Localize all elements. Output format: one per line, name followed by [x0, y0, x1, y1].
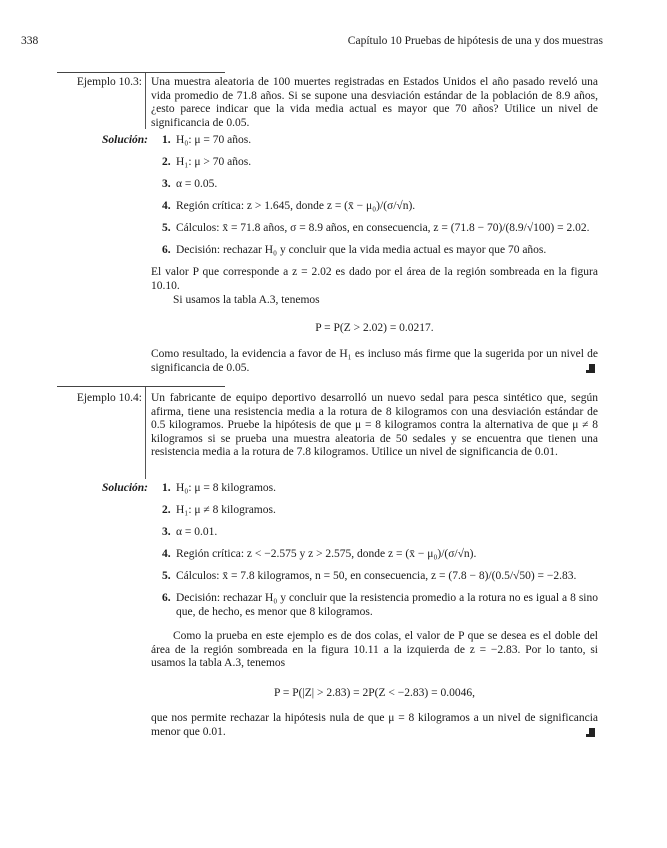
example-bar [145, 387, 146, 479]
step-number: 1. [162, 482, 171, 494]
solution-step [162, 244, 598, 258]
step-text: α = 0.05. [176, 178, 218, 190]
two-tailed-explanation: Como la prueba en este ejemplo es de dos colas, el valor de P que se desea es el doble del área de la región sombreada en la figura 10.11 a la izquierda de z = −2.83. Por lo tanto, si usamos la tabla A.3, tenemos [151, 630, 598, 670]
step-text: Región crítica: z < −2.575 y z > 2.575, donde z = (x̄ − μ₀)/(σ/√n). [176, 548, 477, 560]
solution-label: Solución: [101, 134, 148, 146]
step-number: 6. [162, 244, 171, 256]
step-number: 5. [162, 570, 171, 582]
step-number: 2. [162, 504, 171, 516]
example-10-3-conclusion: Como resultado, la evidencia a favor de H₁ es incluso más firme que la sugerida por un nivel de significancia de 0.05. [151, 348, 598, 374]
p-value-formula: P = P(Z > 2.02) = 0.0217. [315, 322, 434, 334]
step-text: H₁: μ ≠ 8 kilogramos. [176, 504, 276, 516]
step-text: Decisión: rechazar H₀ y concluir que la vida media actual es mayor que 70 años. [176, 244, 547, 256]
step-number: 6. [162, 592, 171, 604]
step-text: H₀: μ = 8 kilogramos. [176, 482, 277, 494]
solution-step [162, 570, 598, 584]
example-10-3-statement: Una muestra aleatoria de 100 muertes registradas en Estados Unidos el año pasado reveló una vida promedio de 71.8 años. Si se supone una desviación estándar de la población de 8.9 años, ¿esto parece indicar que la vida media actual es mayor que 70 años? Utilice un nivel de significancia de 0.05. [151, 76, 598, 129]
solution-step [162, 526, 598, 540]
example-10-4-conclusion: que nos permite rechazar la hipótesis nula de que μ = 8 kilogramos a un nivel de significancia menor que 0.01. [151, 712, 598, 738]
table-reference: Si usamos la tabla A.3, tenemos [173, 294, 320, 306]
solution-step [162, 134, 598, 148]
end-of-example-icon [586, 728, 595, 737]
step-text: Región crítica: z > 1.645, donde z = (x̄ − μ₀)/(σ/√n). [176, 200, 416, 212]
end-of-example-icon [586, 364, 595, 373]
step-text: Cálculos: x̄ = 71.8 años, σ = 8.9 años, en consecuencia, z = (71.8 − 70)/(8.9/√100) = 2.02. [176, 222, 590, 234]
p-value-formula: P = P(|Z| > 2.83) = 2P(Z < −2.83) = 0.0046, [274, 687, 475, 699]
example-bar [145, 73, 146, 129]
solution-step [162, 222, 598, 236]
step-text: Cálculos: x̄ = 7.8 kilogramos, n = 50, en consecuencia, z = (7.8 − 8)/(0.5/√50) = −2.83. [176, 570, 577, 582]
step-text: H₁: μ > 70 años. [176, 156, 252, 168]
step-number: 1. [162, 134, 171, 146]
page-number: 338 [21, 35, 39, 47]
example-rule [57, 386, 225, 387]
step-number: 3. [162, 178, 171, 190]
example-10-4-statement: Un fabricante de equipo deportivo desarrolló un nuevo sedal para pesca sintético que, según afirma, tiene una resistencia media a la rotura de 8 kilogramos con una desviación estándar de 0.5 kilogramos. Pruebe la hipótesis de que μ = 8 kilogramos contra la alternativa de que μ ≠ 8 kilogramos si se prueba una muestra aleatoria de 50 sedales y se encuentra que tienen una resistencia media a la rotura de 7.8 kilogramos. Utilice un nivel de significancia de 0.01. [151, 392, 598, 459]
step-number: 4. [162, 200, 171, 212]
solution-step [162, 156, 598, 170]
step-number: 5. [162, 222, 171, 234]
step-number: 2. [162, 156, 171, 168]
step-number: 4. [162, 548, 171, 560]
example-10-3-label: Ejemplo 10.3: [76, 76, 142, 88]
solution-step [162, 200, 598, 214]
p-value-text: El valor P que corresponde a z = 2.02 es dado por el área de la región sombreada en la figura 10.10. [151, 266, 598, 292]
step-text: Decisión: rechazar H₀ y concluir que la resistencia promedio a la rotura no es igual a 8 sino que, de hecho, es menor que 8 kilogramos. [176, 592, 598, 618]
solution-step [162, 548, 598, 562]
solution-step [162, 482, 598, 496]
solution-label: Solución: [101, 482, 148, 494]
solution-step [162, 592, 598, 619]
example-rule [57, 72, 225, 73]
chapter-title: Capítulo 10 Pruebas de hipótesis de una y dos muestras [347, 35, 603, 47]
solution-step [162, 178, 598, 192]
step-number: 3. [162, 526, 171, 538]
step-text: H₀: μ = 70 años. [176, 134, 252, 146]
example-10-4-label: Ejemplo 10.4: [76, 392, 142, 404]
solution-step [162, 504, 598, 518]
step-text: α = 0.01. [176, 526, 218, 538]
